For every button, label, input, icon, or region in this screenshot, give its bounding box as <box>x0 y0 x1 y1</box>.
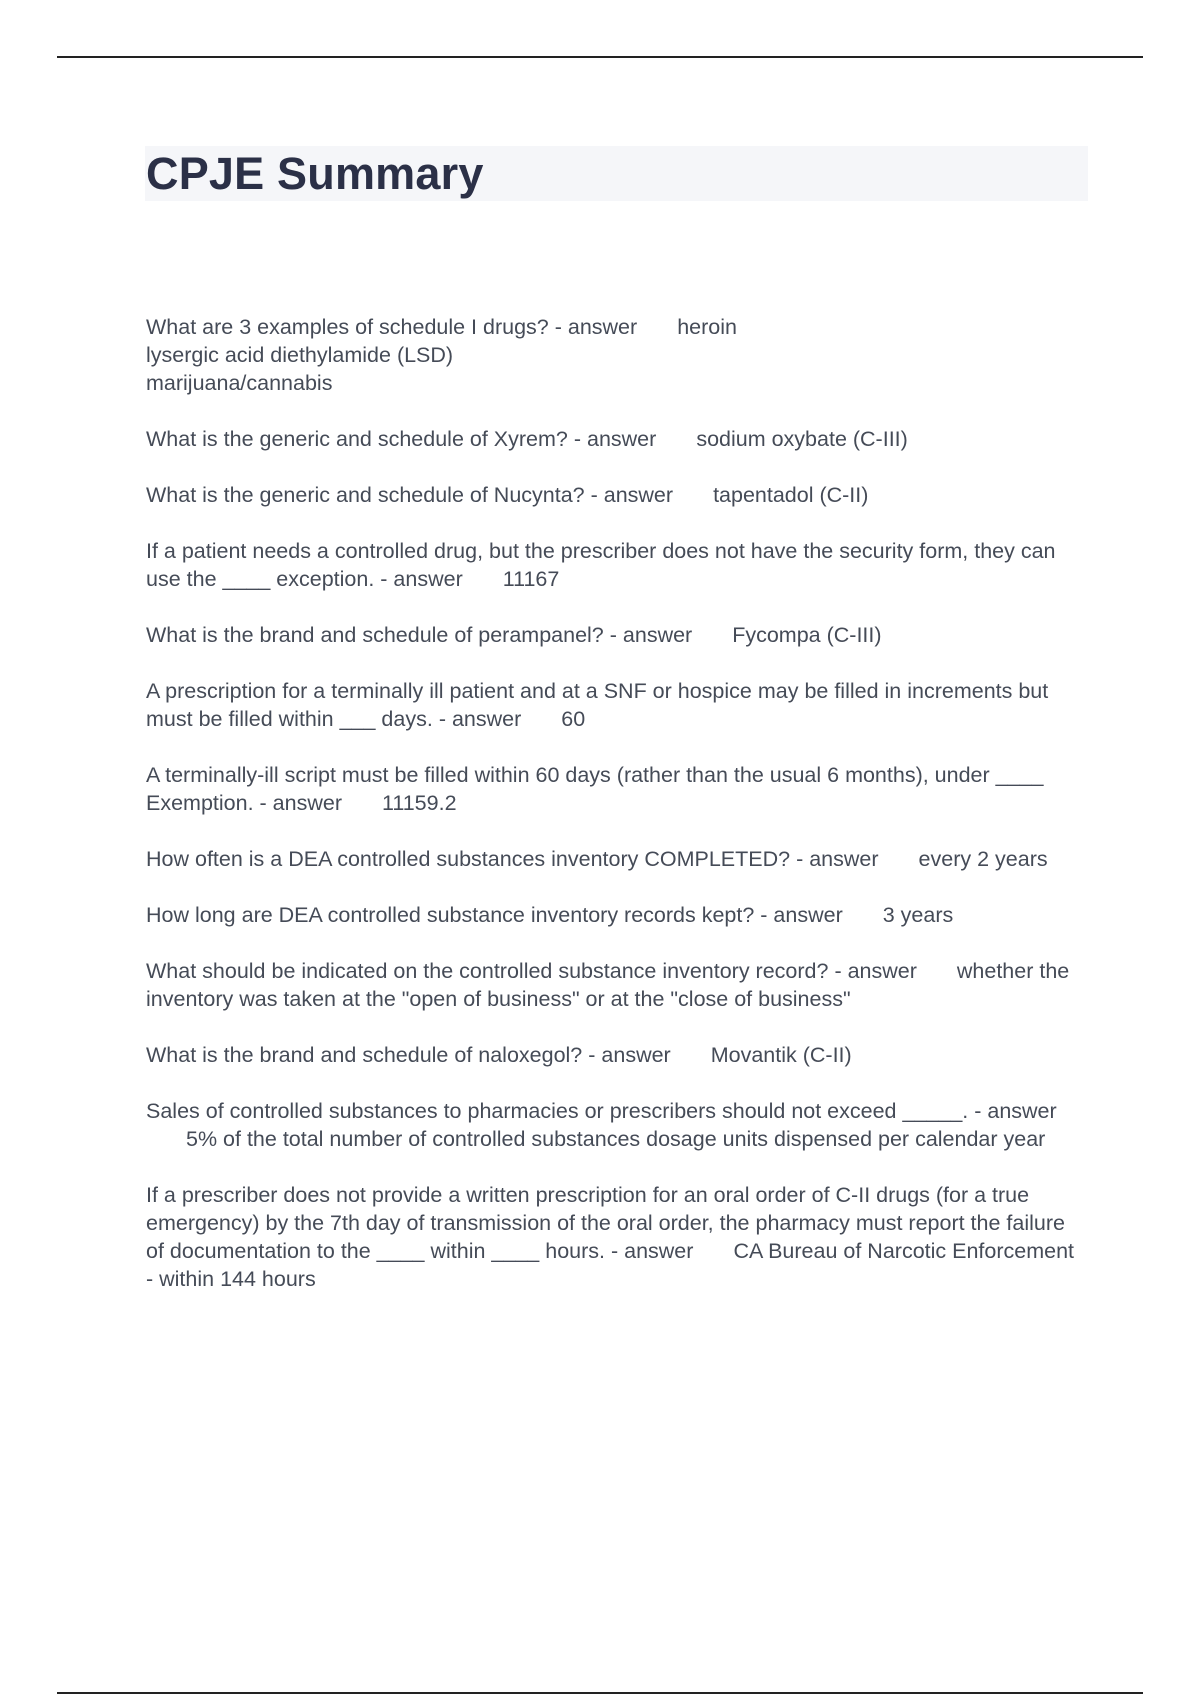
question-text: A prescription for a terminally ill patient and at a SNF or hospice may be filled in increments but must be filled within ___ days. <box>146 679 1055 731</box>
answer-text: CA Bureau of Narcotic Enforcement - within 144 hours <box>146 1239 1075 1291</box>
question-text: How often is a DEA controlled substances inventory COMPLETED? <box>146 847 791 871</box>
answer-separator: - answer <box>974 1099 1057 1123</box>
answer-text: heroin lysergic acid diethylamide (LSD) marijuana/cannabis <box>146 315 737 395</box>
qa-item-2 <box>146 425 1086 453</box>
question-text: What should be indicated on the controlled substance inventory record? <box>146 959 829 983</box>
answer-text: 11167 <box>502 567 560 591</box>
answer-text: 5% of the total number of controlled substances dosage units dispensed per calendar year <box>186 1127 1046 1151</box>
question-text: Sales of controlled substances to pharmacies or prescribers should not exceed _____. <box>146 1099 969 1123</box>
qa-item-8 <box>146 845 1086 873</box>
answer-separator: - answer <box>438 707 522 731</box>
answer-text: sodium oxybate (C-III) <box>696 427 908 451</box>
answer-text: 11159.2 <box>382 791 457 815</box>
answer-separator: - answer <box>590 483 674 507</box>
answer-separator: - answer <box>554 315 638 339</box>
answer-separator: - answer <box>259 791 342 815</box>
answer-text: 60 <box>561 707 586 731</box>
question-text: What is the generic and schedule of Xyrem? <box>146 427 568 451</box>
qa-item-6 <box>146 677 1086 733</box>
question-text: What is the brand and schedule of naloxegol? <box>146 1043 583 1067</box>
qa-item-1 <box>146 313 1086 397</box>
answer-text: Movantik (C-II) <box>710 1043 852 1067</box>
question-text: How long are DEA controlled substance inventory records kept? <box>146 903 755 927</box>
answer-separator: - answer <box>380 567 463 591</box>
top-rule <box>57 56 1143 58</box>
answer-separator: - answer <box>588 1043 671 1067</box>
qa-item-7 <box>146 761 1086 817</box>
answer-text: whether the inventory was taken at the "open of business" or at the "close of business" <box>146 959 1076 1011</box>
qa-item-9 <box>146 901 1086 929</box>
answer-text: 3 years <box>882 903 954 927</box>
qa-item-3 <box>146 481 1086 509</box>
answer-separator: - answer <box>609 623 693 647</box>
qa-item-13 <box>146 1181 1086 1293</box>
qa-item-10 <box>146 957 1086 1013</box>
question-text: If a patient needs a controlled drug, but the prescriber does not have the security form, they can use the ____ exception. <box>146 539 1062 591</box>
answer-separator: - answer <box>610 1239 694 1263</box>
answer-separator: - answer <box>796 847 879 871</box>
answer-text: Fycompa (C-III) <box>732 623 882 647</box>
question-text: What is the brand and schedule of perampanel? <box>146 623 604 647</box>
qa-item-4 <box>146 537 1086 593</box>
answer-separator: - answer <box>573 427 657 451</box>
question-text: If a prescriber does not provide a written prescription for an oral order of C-II drugs (for a true emergency) by the 7th day of transmission of the oral order, the pharmacy must report the failure of documentation to the ____ within ____ hours. <box>146 1183 1071 1263</box>
answer-text: every 2 years <box>918 847 1048 871</box>
question-text: A terminally-ill script must be filled within 60 days (rather than the usual 6 months), under ____ Exemption. <box>146 763 1050 815</box>
bottom-rule <box>57 1692 1143 1694</box>
question-text: What is the generic and schedule of Nucynta? <box>146 483 585 507</box>
answer-separator: - answer <box>760 903 843 927</box>
answer-text: tapentadol (C-II) <box>713 483 869 507</box>
question-text: What are 3 examples of schedule I drugs? <box>146 315 549 339</box>
qa-item-11 <box>146 1041 1086 1069</box>
qa-item-12 <box>146 1097 1086 1153</box>
answer-separator: - answer <box>834 959 917 983</box>
qa-item-5 <box>146 621 1086 649</box>
page-title: CPJE Summary <box>146 148 484 199</box>
qa-list <box>146 313 1086 1321</box>
